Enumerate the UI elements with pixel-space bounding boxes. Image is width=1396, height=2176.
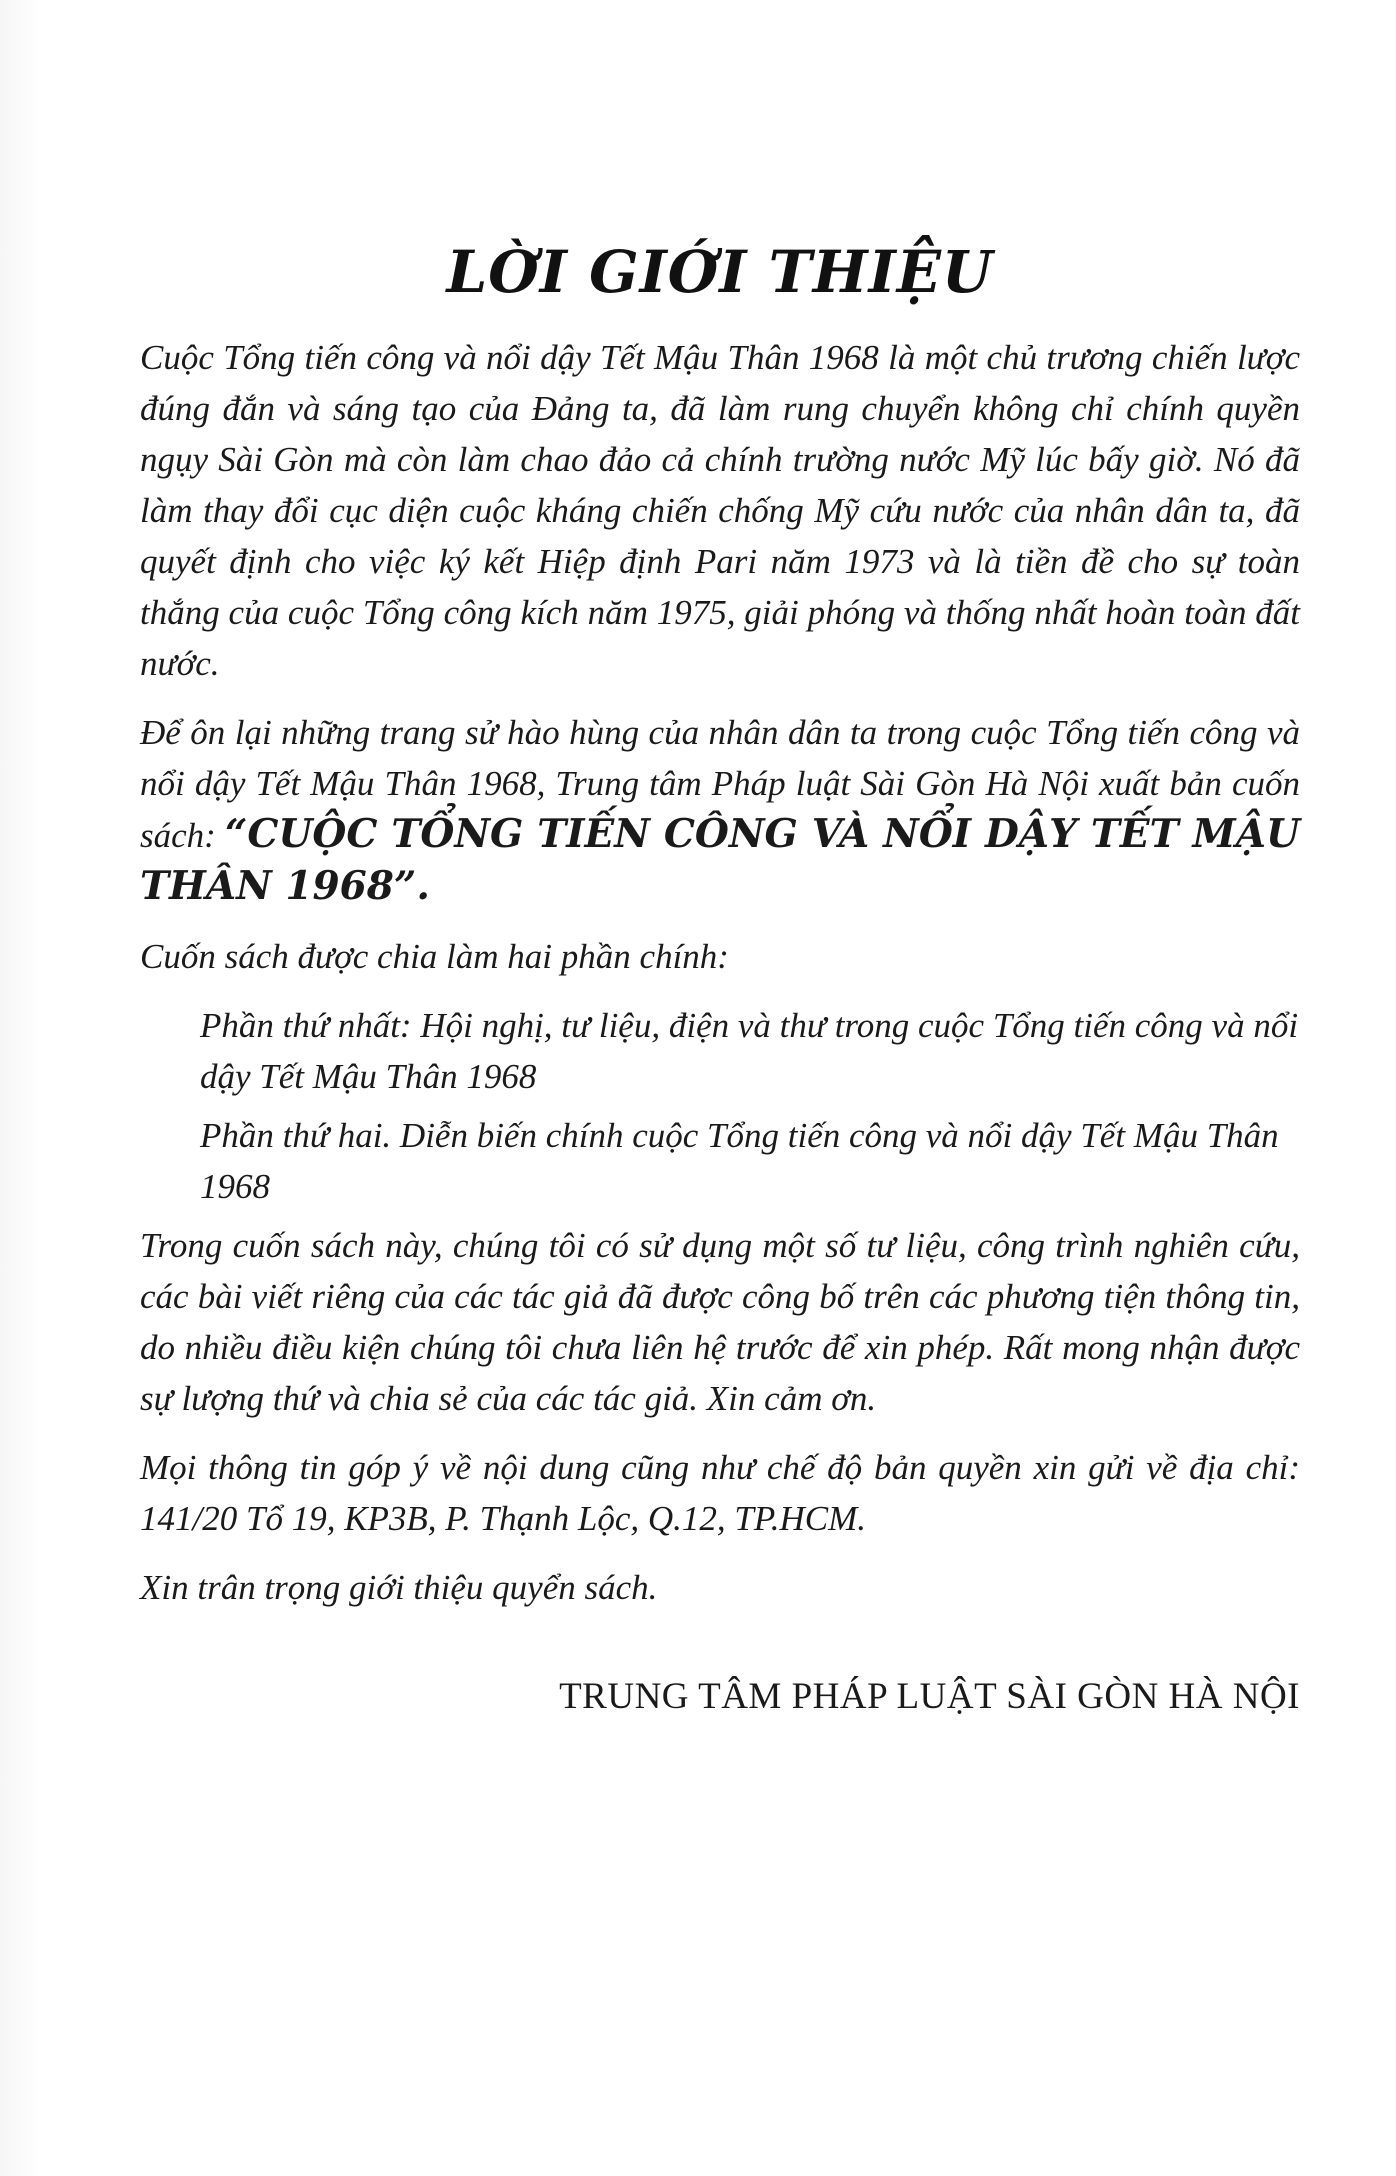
paragraph-structure: Cuốn sách được chia làm hai phần chính:: [140, 937, 729, 976]
paragraph-contact: Mọi thông tin góp ý về nội dung cũng như chế độ bản quyền xin gửi về địa chỉ: 141/20 Tổ 19, KP3B, P. Thạnh Lộc, Q.12, TP.HCM.: [140, 1448, 1300, 1538]
part-two-item: Phần thứ hai. Diễn biến chính cuộc Tổng tiến công và nổi dậy Tết Mậu Thân 1968: [200, 1116, 1279, 1206]
paragraph-publication-lead: Để ôn lại những trang sử hào hùng của nhân dân ta trong cuộc Tổng tiến công và nổi dậy Tết Mậu Thân 1968, Trung tâm Pháp luật Sài Gòn Hà Nội xuất bản cuốn sách:: [140, 713, 1300, 855]
publisher-signature: TRUNG TÂM PHÁP LUẬT SÀI GÒN HÀ NỘI: [559, 1676, 1300, 1717]
book-title: “CUỘC TỔNG TIẾN CÔNG VÀ NỔI DẬY TẾT MẬU THÂN 1968”.: [140, 811, 1300, 909]
paragraph-intro: Cuộc Tổng tiến công và nổi dậy Tết Mậu Thân 1968 là một chủ trương chiến lược đúng đắn và sáng tạo của Đảng ta, đã làm rung chuyển không chỉ chính quyền ngụy Sài Gòn mà còn làm chao đảo cả chính trường nước Mỹ lúc bấy giờ. Nó đã làm thay đổi cục diện cuộc kháng chiến chống Mỹ cứu nước của nhân dân ta, đã quyết định cho việc ký kết Hiệp định Pari năm 1973 và là tiền đề cho sự toàn thắng của cuộc Tổng công kích năm 1975, giải phóng và thống nhất hoàn toàn đất nước.: [140, 338, 1300, 683]
page-title: LỜI GIỚI THIỆU: [446, 238, 994, 306]
paragraph-publication: [140, 707, 1300, 913]
paragraph-sources: Trong cuốn sách này, chúng tôi có sử dụng một số tư liệu, công trình nghiên cứu, các bài viết riêng của các tác giả đã được công bố trên các phương tiện thông tin, do nhiều điều kiện chúng tôi chưa liên hệ trước để xin phép. Rất mong nhận được sự lượng thứ và chia sẻ của các tác giả. Xin cảm ơn.: [140, 1226, 1300, 1418]
part-one-item: Phần thứ nhất: Hội nghị, tư liệu, điện và thư trong cuộc Tổng tiến công và nổi dậy Tết Mậu Thân 1968: [200, 1006, 1299, 1096]
document-body: [140, 238, 1300, 1718]
paragraph-closing: Xin trân trọng giới thiệu quyển sách.: [140, 1568, 658, 1607]
